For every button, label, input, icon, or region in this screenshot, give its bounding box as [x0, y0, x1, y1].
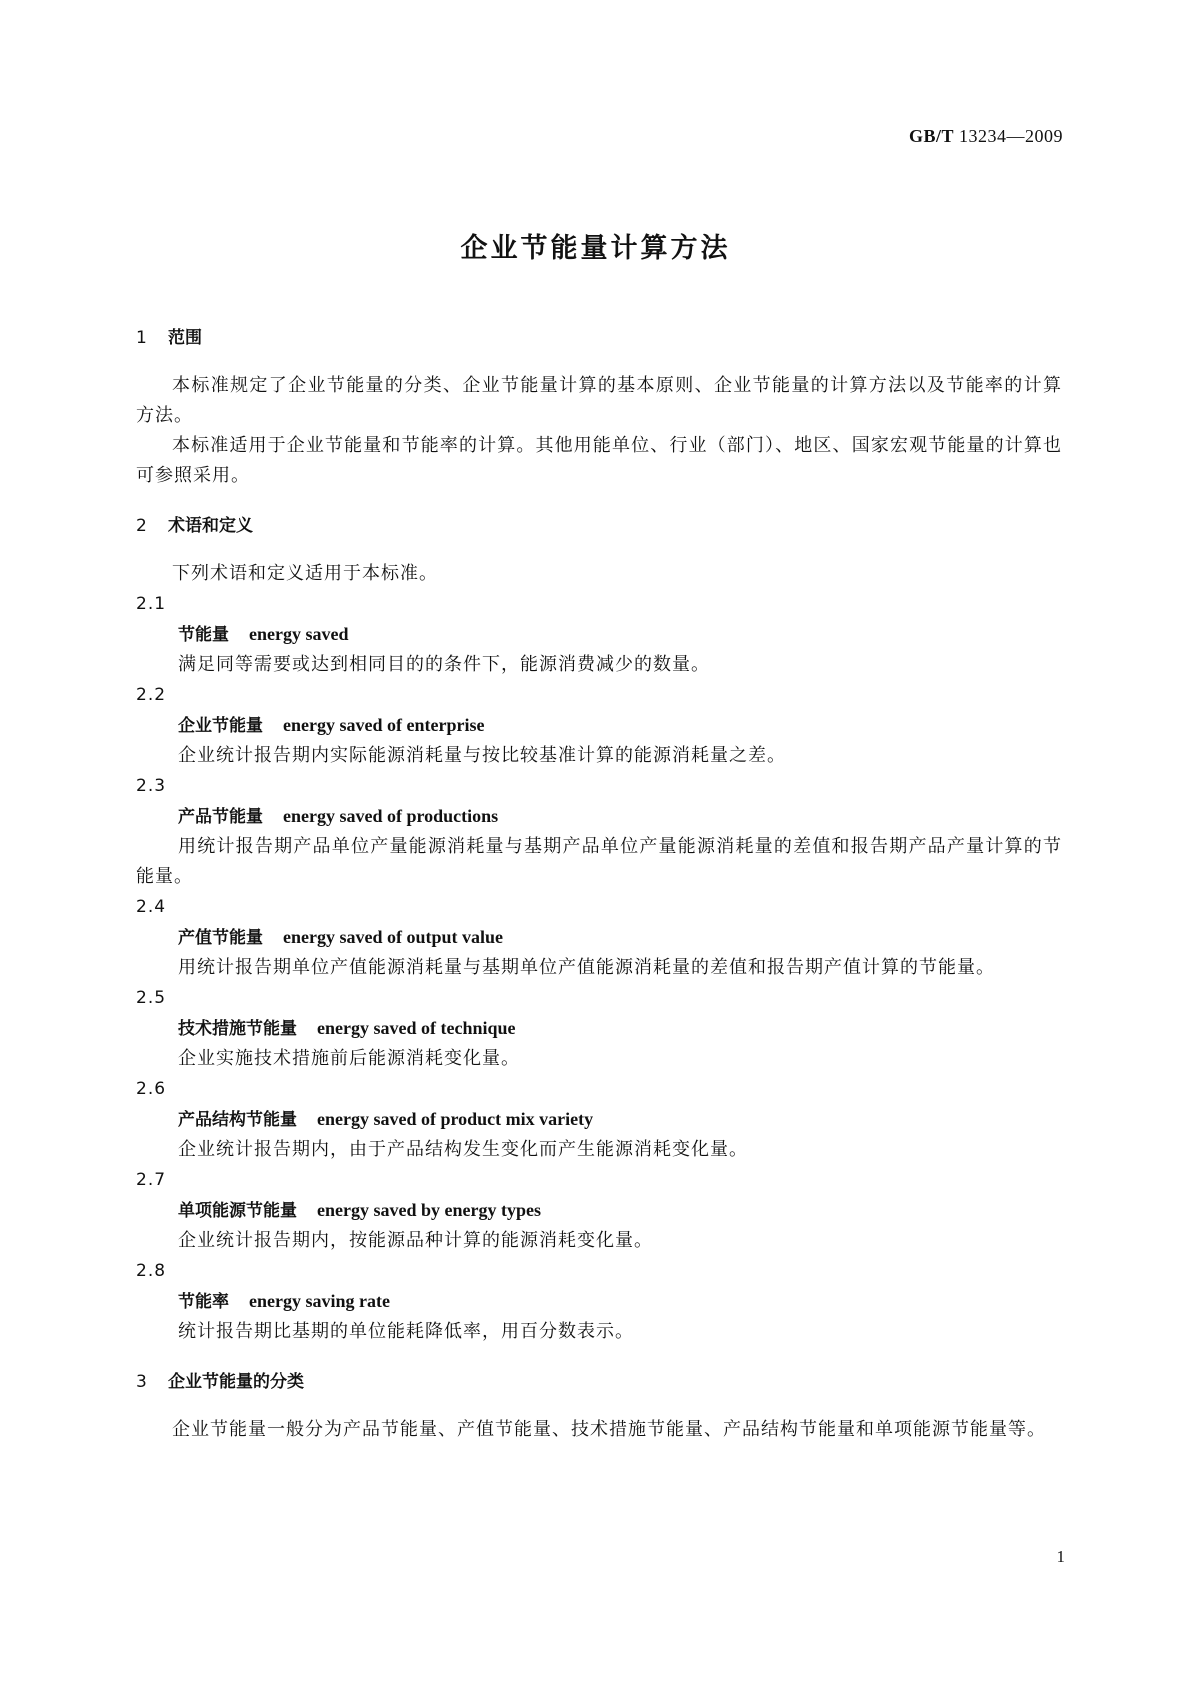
term-english: energy saved of enterprise [283, 715, 485, 735]
term-definition: 企业实施技术措施前后能源消耗变化量。 [178, 1048, 520, 1069]
section-title: 术语和定义 [168, 516, 253, 536]
standard-code [909, 126, 1063, 147]
term-english: energy saved [249, 624, 349, 644]
paragraph: 下列术语和定义适用于本标准。 [172, 563, 438, 584]
clause-number: 2.7 [136, 1170, 167, 1190]
term-entry [136, 619, 1062, 650]
term-chinese: 产品结构节能量 [178, 1110, 297, 1130]
clause-number: 2.6 [136, 1079, 167, 1099]
term-english: energy saving rate [249, 1291, 390, 1311]
term-english: energy saved of output value [283, 927, 503, 947]
term-chinese: 产品节能量 [178, 807, 263, 827]
term-chinese: 单项能源节能量 [178, 1201, 297, 1221]
paragraph: 企业节能量一般分为产品节能量、产值节能量、技术措施节能量、产品结构节能量和单项能源节能量等。 [172, 1419, 1046, 1440]
section-title: 企业节能量的分类 [168, 1372, 304, 1392]
term-english: energy saved by energy types [317, 1200, 541, 1220]
document-body [136, 323, 1062, 1445]
standard-prefix: GB/T [908, 126, 954, 146]
term-definition: 企业统计报告期内，按能源品种计算的能源消耗变化量。 [178, 1230, 653, 1251]
term-chinese: 技术措施节能量 [178, 1019, 297, 1039]
term-definition: 统计报告期比基期的单位能耗降低率，用百分数表示。 [178, 1321, 634, 1342]
term-entry [136, 1013, 1062, 1044]
term-definition: 满足同等需要或达到相同目的的条件下，能源消费减少的数量。 [178, 654, 710, 675]
term-definition: 用统计报告期单位产值能源消耗量与基期单位产值能源消耗量的差值和报告期产值计算的节能量。 [178, 957, 995, 978]
term-definition: 企业统计报告期内，由于产品结构发生变化而产生能源消耗变化量。 [178, 1139, 748, 1160]
clause-number: 2.4 [136, 897, 167, 917]
clause-number: 2.2 [136, 685, 167, 705]
term-definition: 企业统计报告期内实际能源消耗量与按比较基准计算的能源消耗量之差。 [178, 745, 786, 766]
clause-number: 2.5 [136, 988, 167, 1008]
term-english: energy saved of technique [317, 1018, 516, 1038]
section-number: 2 [136, 516, 147, 536]
section-1-heading [136, 323, 1062, 353]
term-entry [136, 710, 1062, 741]
section-3-heading [136, 1367, 1062, 1397]
term-chinese: 产值节能量 [178, 928, 263, 948]
term-chinese: 企业节能量 [178, 716, 263, 736]
term-chinese: 节能率 [178, 1292, 229, 1312]
term-english: energy saved of product mix variety [317, 1109, 594, 1129]
term-entry [136, 1195, 1062, 1226]
term-entry [136, 922, 1062, 953]
paragraph: 本标准规定了企业节能量的分类、企业节能量计算的基本原则、企业节能量的计算方法以及节能率的计算方法。 [136, 375, 1062, 426]
paragraph: 本标准适用于企业节能量和节能率的计算。其他用能单位、行业（部门）、地区、国家宏观节能量的计算也可参照采用。 [136, 435, 1062, 486]
clause-number: 2.8 [136, 1261, 167, 1281]
term-english: energy saved of productions [283, 806, 499, 826]
term-chinese: 节能量 [178, 625, 229, 645]
page-number: 1 [1056, 1547, 1065, 1566]
clause-number: 2.3 [136, 776, 167, 796]
standard-number: 13234—2009 [959, 126, 1063, 146]
term-entry [136, 1104, 1062, 1135]
clause-number: 2.1 [136, 594, 167, 614]
section-2-heading [136, 511, 1062, 541]
term-entry [136, 801, 1062, 832]
term-entry [136, 1286, 1062, 1317]
document-title: 企业节能量计算方法 [460, 233, 731, 264]
section-number: 1 [136, 328, 147, 348]
term-definition: 用统计报告期产品单位产量能源消耗量与基期产品单位产量能源消耗量的差值和报告期产品产量计算的节能量。 [136, 836, 1062, 887]
section-number: 3 [136, 1372, 147, 1392]
section-title: 范围 [168, 328, 202, 348]
